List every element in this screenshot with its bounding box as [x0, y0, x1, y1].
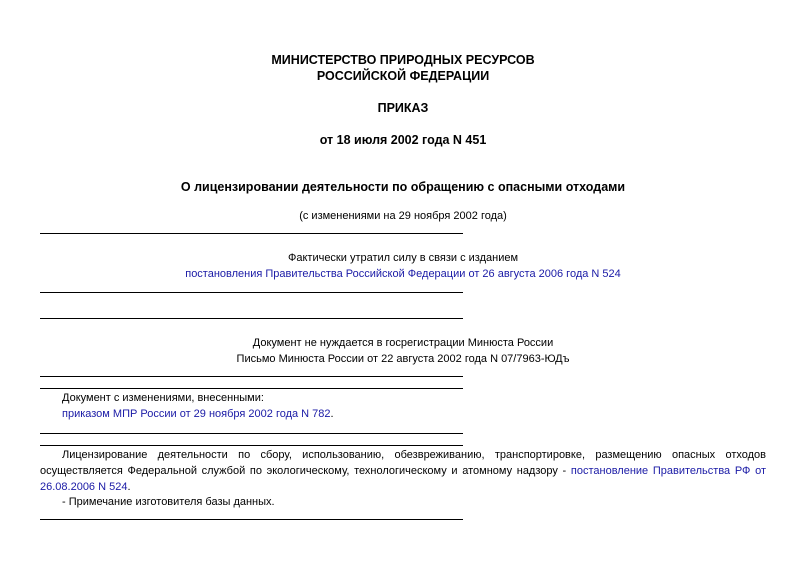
invalidation-text: Фактически утратил силу в связи с изданием: [287, 252, 519, 264]
divider: [40, 388, 463, 389]
registration-text: Документ не нуждается в госрегистрации Минюста России: [252, 337, 554, 349]
amendments-note: [62, 390, 766, 422]
divider: [40, 292, 463, 293]
database-footnote: - Примечание изготовителя базы данных.: [62, 496, 275, 508]
divider: [40, 445, 463, 446]
licensing-paragraph: [40, 447, 766, 495]
document-title: О лицензировании деятельности по обращению с опасными отходами: [180, 180, 626, 194]
divider: [40, 519, 463, 520]
invalidation-note: [40, 250, 766, 282]
invalidation-link[interactable]: постановления Правительства Российской Федерации от 26 августа 2006 года N 524: [185, 268, 621, 280]
amendments-link[interactable]: приказом МПР России от 29 ноября 2002 года N 782: [62, 408, 331, 420]
amendments-text: Документ с изменениями, внесенными:: [62, 392, 264, 404]
ministry-header: [40, 52, 766, 84]
licensing-text: Лицензирование деятельности по сбору, использованию, обезвреживанию, транспортировке, размещению опасных отходов осуществляется Федеральной службой по экологическому, технологическому и атомному надзору -: [40, 449, 766, 477]
divider: [40, 318, 463, 319]
ministry-letter-text: Письмо Минюста России от 22 августа 2002 года N 07/7963-ЮДъ: [236, 353, 570, 365]
licensing-tail: .: [127, 481, 131, 493]
order-type: ПРИКАЗ: [377, 101, 429, 115]
ministry-name-line1: МИНИСТЕРСТВО ПРИРОДНЫХ РЕСУРСОВ: [271, 53, 535, 67]
registration-note: [40, 335, 766, 367]
divider: [40, 376, 463, 377]
changes-note: (с изменениями на 29 ноября 2002 года): [299, 210, 507, 222]
amendments-tail: .: [330, 408, 334, 420]
divider: [40, 433, 463, 434]
divider: [40, 233, 463, 234]
licensing-link[interactable]: постановление Правительства РФ от 26.08.2006 N 524: [40, 465, 766, 493]
order-date: от 18 июля 2002 года N 451: [319, 133, 487, 147]
ministry-name-line2: РОССИЙСКОЙ ФЕДЕРАЦИИ: [316, 69, 490, 83]
